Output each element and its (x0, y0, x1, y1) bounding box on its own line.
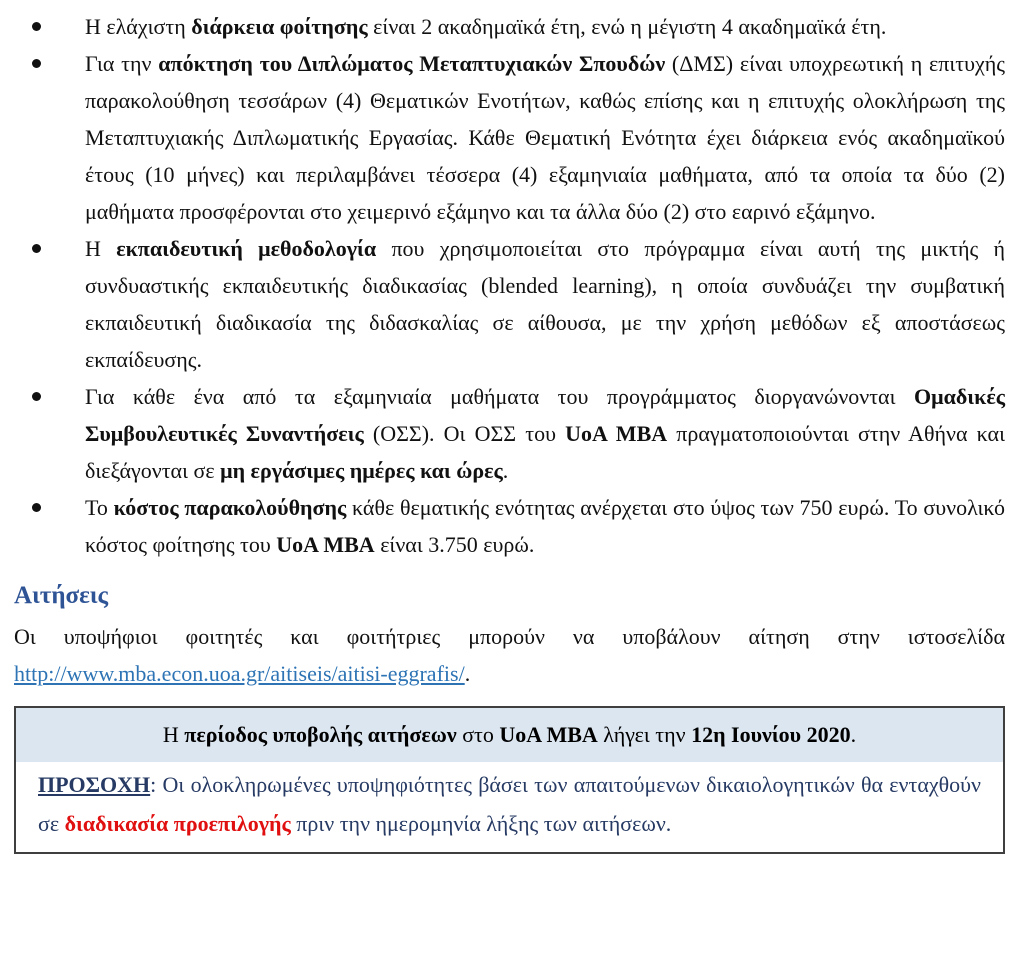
bullet-item-cost (14, 489, 1005, 563)
bullet-item-diploma-requirements (14, 45, 1005, 230)
bullet-text: Για την απόκτηση του Διπλώματος Μεταπτυχιακών Σπουδών (ΔΜΣ) είναι υποχρεωτική η επιτυχής παρακολούθηση τεσσάρων (4) Θεματικών Ενοτήτων, καθώς επίσης και η επιτυχής ολοκλήρωση της Μεταπτυχιακής Διπλωματικής Εργασίας. Κάθε Θεματική Ενότητα έχει διάρκεια ενός ακαδημαϊκού έτους (10 μήνες) και περιλαμβάνει τέσσερα (4) εξαμηνιαία μαθήματα, από τα οποία τα δύο (2) μαθήματα προσφέρονται στο χειμερινό εξάμηνο και τα άλλα δύο (2) στο εαρινό εξάμηνο. (85, 51, 1006, 224)
bullet-icon (32, 244, 41, 253)
bullet-icon (32, 59, 41, 68)
attention-paragraph: ΠΡΟΣΟΧΗ: Οι ολοκληρωμένες υποψηφιότητες βάσει των απαιτούμενων δικαιολογητικών θα ενταχθούν σε διαδικασία προεπιλογής πριν την ημερομηνία λήξης των αιτήσεων. (38, 772, 981, 836)
applications-heading: Αιτήσεις (14, 582, 109, 609)
bullet-item-methodology (14, 230, 1005, 378)
bullet-icon (32, 503, 41, 512)
bullet-icon (32, 22, 41, 31)
bullet-icon (32, 392, 41, 401)
bullet-text: Η ελάχιστη διάρκεια φοίτησης είναι 2 ακαδημαϊκά έτη, ενώ η μέγιστη 4 ακαδημαϊκά έτη. (85, 14, 887, 39)
applications-paragraph (14, 618, 1005, 692)
application-link[interactable]: http://www.mba.econ.uoa.gr/aitiseis/aitisi-eggrafis/ (14, 661, 465, 686)
deadline-banner: Η περίοδος υποβολής αιτήσεων στο UoA MBA λήγει την 12η Ιουνίου 2020. (16, 708, 1003, 762)
bullet-list (14, 8, 1005, 563)
sentence-period: . (464, 661, 471, 686)
bullet-item-group-meetings (14, 378, 1005, 489)
bullet-text: Η εκπαιδευτική μεθοδολογία που χρησιμοποιείται στο πρόγραμμα είναι αυτή της μικτής ή συνδυαστικής εκπαιδευτικής διαδικασίας (blended learning), η οποία συνδυάζει την συμβατική εκπαιδευτική διαδικασία της διδασκαλίας σε αίθουσα, με την χρήση μεθόδων εξ αποστάσεως εκπαίδευσης. (85, 236, 1005, 372)
notice-box (14, 706, 1005, 854)
bullet-text: Το κόστος παρακολούθησης κάθε θεματικής ενότητας ανέρχεται στο ύψος των 750 ευρώ. Το συνολικό κόστος φοίτησης του UoA MBA είναι 3.750 ευρώ. (85, 495, 1005, 557)
bullet-text: Για κάθε ένα από τα εξαμηνιαία μαθήματα του προγράμματος διοργανώνονται Ομαδικές Συμβουλευτικές Συναντήσεις (ΟΣΣ). Οι ΟΣΣ του UoA MBA πραγματοποιούνται στην Αθήνα και διεξάγονται σε μη εργάσιμες ημέρες και ώρες. (85, 384, 1006, 483)
applications-intro-text: Οι υποψήφιοι φοιτητές και φοιτήτριες μπορούν να υποβάλουν αίτηση στην ιστοσελίδα (14, 624, 1005, 649)
bullet-item-duration (14, 8, 1005, 45)
